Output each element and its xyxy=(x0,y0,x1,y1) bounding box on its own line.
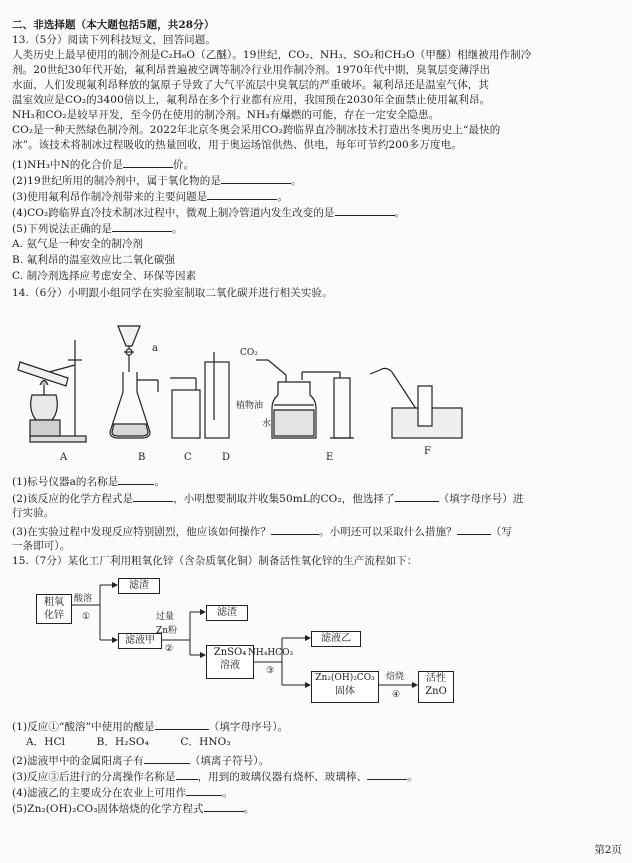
flow-calcine-label: 焙烧 xyxy=(386,672,405,682)
section-header: 二、非选择题（本大题包括5题，共28分） xyxy=(12,19,215,31)
answer-blank[interactable] xyxy=(133,490,173,502)
flow-filtrate-b: 滤液乙 xyxy=(311,631,361,647)
q13-option-b: B. 氟利昂的温室效应比二氧化碳强 xyxy=(12,254,176,266)
label-water: 水 xyxy=(262,419,272,429)
q13-passage-line: 剂。20世纪30年代开始，氟利昂普遍被空调等制冷行业用作制冷剂。1970年代中期，臭氧层变薄浮出 xyxy=(12,64,491,76)
q14-question-3: (3)在实验过程中发现反应特别剧烈，他应该如何操作？ 。小明还可以采取什么措施？ （写 xyxy=(12,523,512,540)
q13-option-a: A. 氨气是一种安全的制冷剂 xyxy=(12,238,144,250)
flow-nh4hco3-label: NH₄HCO₃ xyxy=(248,648,294,658)
q14-question-2: (2)该反应的化学方程式是 ，小明想要制取并收集50mL的CO₂，他选择了 （填字母序号）进 xyxy=(12,490,523,507)
flow-acid-label: 酸溶 xyxy=(74,594,93,604)
flow-step-1: ① xyxy=(82,612,91,622)
answer-blank[interactable] xyxy=(144,752,190,764)
apparatus-f-diagram xyxy=(370,368,462,438)
answer-blank[interactable] xyxy=(204,800,244,812)
flow-zn-label: Zn粉 xyxy=(156,626,178,636)
flow-step-3: ③ xyxy=(266,666,275,676)
flow-residue-2: 滤渣 xyxy=(206,605,248,621)
q13-stem: 13.（5分）阅读下列科技短文，回答问题。 xyxy=(12,34,216,46)
q14-question-3-cont: 一条即可）。 xyxy=(12,540,71,552)
answer-blank[interactable] xyxy=(112,220,172,232)
answer-blank[interactable] xyxy=(176,768,198,780)
flow-residue-1: 滤渣 xyxy=(118,578,160,594)
q13-passage-line: 人类历史上最早使用的制冷剂是C₂H₆O（乙醚）。19世纪，CO₂、NH₃、SO₂和CH₃O（甲醚）相继被用作制冷 xyxy=(12,49,532,61)
flow-step-2: ② xyxy=(165,644,174,654)
q15-question-3: (3)反应③后进行的分离操作名称是 ，用到的玻璃仪器有烧杯、玻璃棒、 。 xyxy=(12,768,418,785)
q13-passage-line: 水面，人们发现氟利昂释放的氯原子导致了大气平流层中臭氧层的严重破坏。氟利昂还是温室气体，其 xyxy=(12,79,489,91)
q13-passage-line: CO₂是一种天然绿色制冷剂。2022年北京冬奥会采用CO₂跨临界直冷制冰技术打造出冬奥历史上“最快的 xyxy=(12,124,501,136)
flow-excess-label: 过量 xyxy=(156,612,175,622)
label-co2: CO₂ xyxy=(240,348,258,358)
answer-blank[interactable] xyxy=(155,718,209,730)
answer-blank[interactable] xyxy=(395,490,439,502)
answer-blank[interactable] xyxy=(123,156,173,168)
apparatus-label-e: E xyxy=(326,452,334,463)
apparatus-d-diagram xyxy=(205,352,229,438)
flow-basic-zinc-carbonate: Zn₂(OH)₂CO₃ 固体 xyxy=(311,671,379,703)
q14-question-2-cont: 行实验。 xyxy=(12,507,55,519)
q13-question-3: (3)使用氟利昂作制冷剂带来的主要问题是 。 xyxy=(12,188,288,205)
answer-blank[interactable] xyxy=(457,523,491,535)
q13-question-5: (5)下列说法正确的是 。 xyxy=(12,220,183,237)
apparatus-label-a: A xyxy=(60,452,68,463)
flow-step-4: ④ xyxy=(392,690,401,700)
answer-blank[interactable] xyxy=(207,188,277,200)
flow-filtrate-a: 滤液甲 xyxy=(118,633,162,649)
flow-raw-zno: 粗氧化锌 xyxy=(36,594,72,624)
q13-question-4: (4)CO₂跨临界直冷技术制冰过程中，微观上制冷管道内发生改变的是 。 xyxy=(12,204,405,221)
apparatus-label-d: D xyxy=(222,452,231,463)
q13-passage-line: 冰”。该技术将制冰过程吸收的热量回收，用于奥运场馆供热、供电，每年可节约200多万度电。 xyxy=(12,139,462,151)
answer-blank[interactable] xyxy=(221,172,291,184)
flow-znso4-solution: ZnSO₄ 溶液 xyxy=(206,645,254,679)
q15-question-1: (1)反应①“酸溶”中使用的酸是 （填字母序号）。 xyxy=(12,718,288,735)
q14-stem: 14.（6分）小明跟小组同学在实验室制取二氧化碳并进行相关实验。 xyxy=(12,287,333,299)
apparatus-a-diagram xyxy=(18,340,86,442)
q15-question-2: (2)滤液甲中的金属阳离子有 （填离子符号）。 xyxy=(12,752,269,769)
answer-blank[interactable] xyxy=(271,523,319,535)
page-number: 第2页 xyxy=(594,844,622,856)
q13-passage-line: NH₃和CO₂是较早开发，至今仍在使用的制冷剂。NH₃有爆燃的可能，存在一定安全隐患。 xyxy=(12,109,440,121)
q13-question-2: (2)19世纪所用的制冷剂中，属于氧化物的是 。 xyxy=(12,172,302,189)
q13-passage-line: 温室效应是CO₂的3400倍以上，氟利昂在多个行业都有应用，我国预在2030年全面禁止使用氟利昂。 xyxy=(12,94,491,106)
apparatus-label-c: C xyxy=(184,452,192,463)
q13-option-c: C. 制冷剂选择应考虑安全、环保等因素 xyxy=(12,270,197,282)
label-oil: 植物油 xyxy=(236,401,264,411)
answer-blank[interactable] xyxy=(118,473,154,485)
q14-question-1: (1)标号仪器a的名称是 。 xyxy=(12,473,165,490)
q15-q1-options: A．HCl B．H₂SO₄ C．HNO₃ xyxy=(26,736,231,748)
apparatus-label-b: B xyxy=(138,452,146,463)
q15-stem: 15.（7分）某化工厂利用粗氧化锌（含杂质氧化铜）制备活性氧化锌的生产流程如下： xyxy=(12,555,418,567)
apparatus-c-diagram xyxy=(170,378,200,438)
answer-blank[interactable] xyxy=(335,204,395,216)
flow-active-zno: 活性 ZnO xyxy=(418,671,454,703)
answer-blank[interactable] xyxy=(367,768,407,780)
apparatus-b-diagram xyxy=(110,326,158,438)
q15-question-4: (4)滤液乙的主要成分在农业上可用作 。 xyxy=(12,784,233,801)
apparatus-label-f: F xyxy=(424,446,431,457)
q15-question-5: (5)Zn₂(OH)₂CO₃固体焙烧的化学方程式 。 xyxy=(12,800,254,817)
answer-blank[interactable] xyxy=(186,784,222,796)
label-a: a xyxy=(152,343,158,354)
q13-question-1: (1)NH₃中N的化合价是 价。 xyxy=(12,156,194,173)
